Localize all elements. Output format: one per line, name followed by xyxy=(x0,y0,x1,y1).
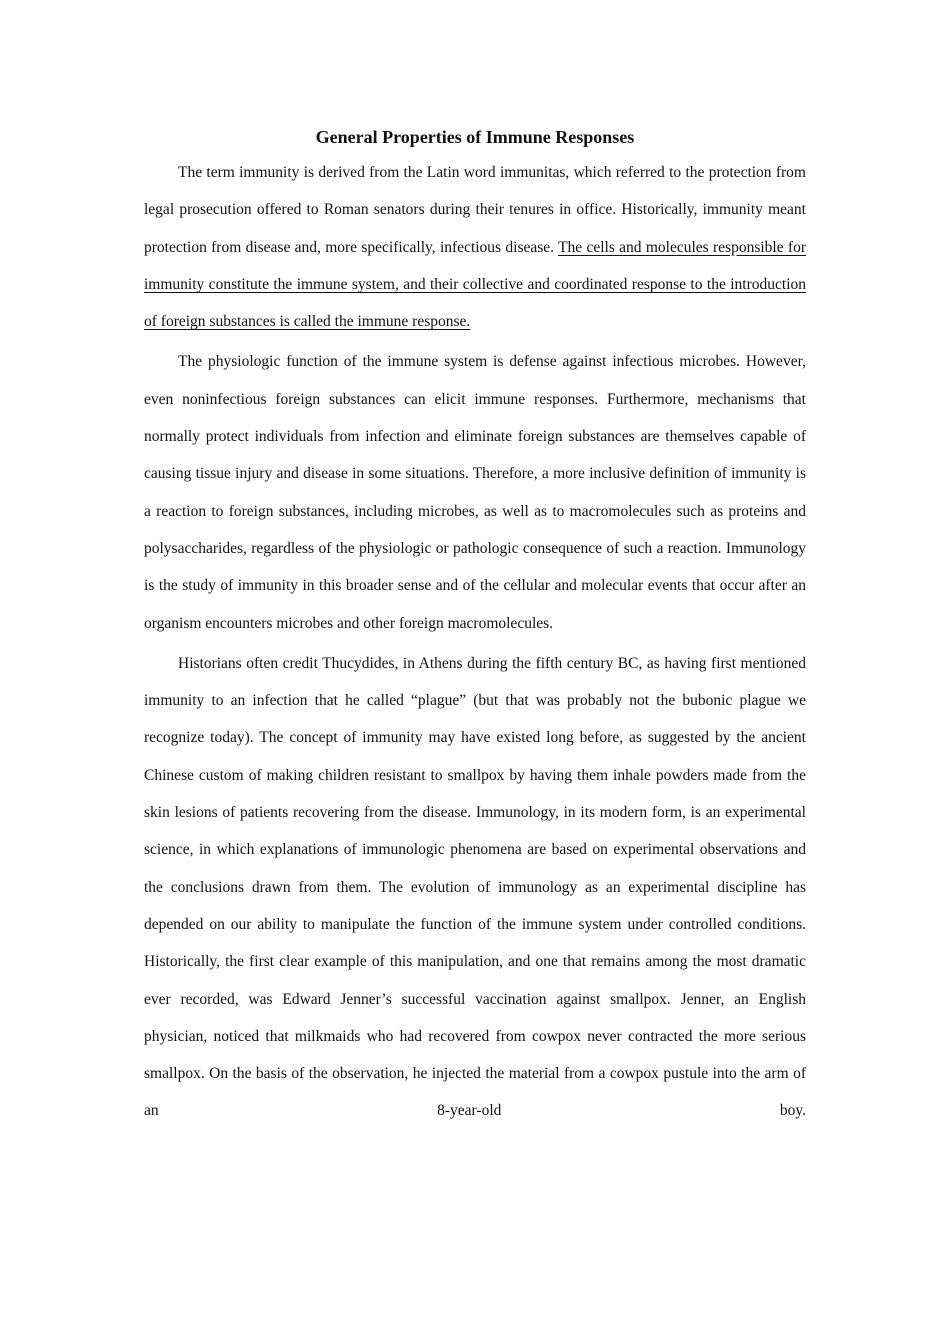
paragraph-1 xyxy=(144,154,806,340)
paragraph-3: Historians often credit Thucydides, in Athens during the fifth century BC, as having first mentioned immunity to an infection that he called “plague” (but that was probably not the bubonic plague we recognize today). The concept of immunity may have existed long before, as suggested by the ancient Chinese custom of making children resistant to smallpox by having them inhale powders made from the skin lesions of patients recovering from the disease. Immunology, in its modern form, is an experimental science, in which explanations of immunologic phenomena are based on experimental observations and the conclusions drawn from them. The evolution of immunology as an experimental discipline has depended on our ability to manipulate the function of the immune system under controlled conditions. Historically, the first clear example of this manipulation, and one that remains among the most dramatic ever recorded, was Edward Jenner’s successful vaccination against smallpox. Jenner, an English physician, noticed that milkmaids who had recovered from cowpox never contracted the more serious smallpox. On the basis of the observation, he injected the material from a cowpox pustule into the arm of an 8-year-old boy. xyxy=(144,654,806,1120)
document-title: General Properties of Immune Responses xyxy=(315,127,635,147)
paragraph-1-text: The term immunity is derived from the Latin word immunitas, which referred to the protection from legal prosecution offered to Roman senators during their tenures in office. Historically, immunity meant protection from disease and, more specifically, infectious disease. xyxy=(144,164,806,256)
paragraph-1-underlined-text: The cells and molecules responsible for immunity constitute the immune system, and their collective and coordinated response to the introduction of foreign substances is called the immune response. xyxy=(144,238,806,331)
document-page xyxy=(144,123,806,1133)
paragraph-2: The physiologic function of the immune system is defense against infectious microbes. However, even noninfectious foreign substances can elicit immune responses. Furthermore, mechanisms that normally protect individuals from infection and eliminate foreign substances are themselves capable of causing tissue injury and disease in some situations. Therefore, a more inclusive definition of immunity is a reaction to foreign substances, including microbes, as well as to macromolecules such as proteins and polysaccharides, regardless of the physiologic or pathologic consequence of such a reaction. Immunology is the study of immunity in this broader sense and of the cellular and molecular events that occur after an organism encounters microbes and other foreign macromolecules. xyxy=(144,353,806,632)
